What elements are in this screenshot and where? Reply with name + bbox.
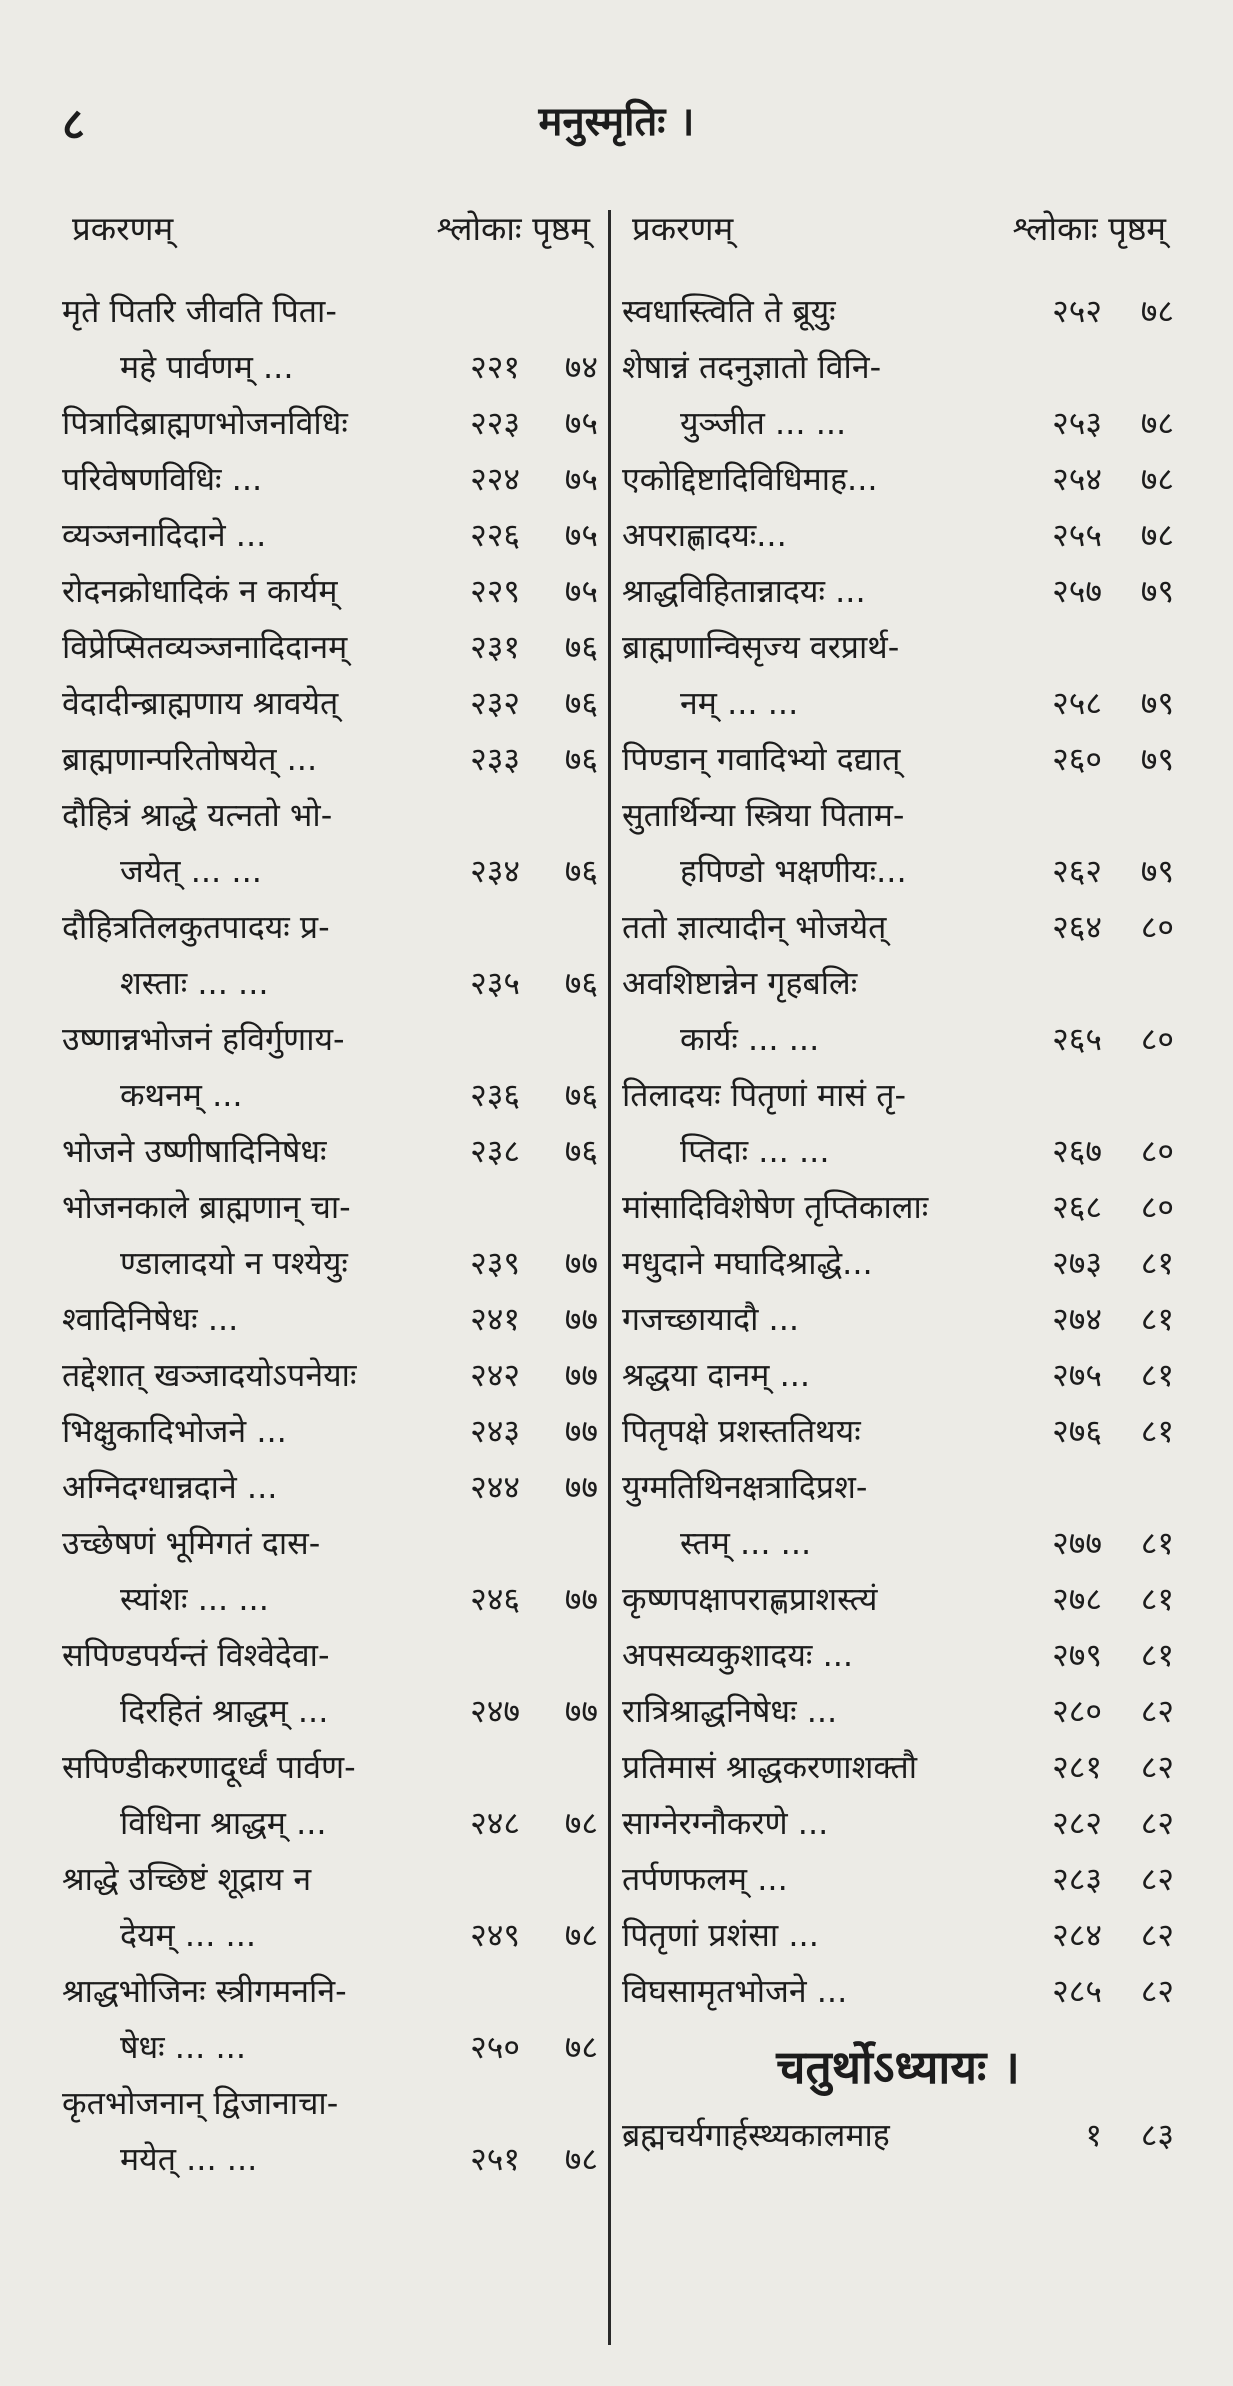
toc-entry-title: हपिण्डो भक्षणीयः... <box>680 852 907 890</box>
toc-entry-page: ७६ <box>564 1076 598 1114</box>
toc-entry-title: देयम् ... ... <box>120 1916 257 1954</box>
toc-entry-shloka: २३५ <box>470 964 520 1002</box>
column-header-topic: प्रकरणम् <box>632 209 734 248</box>
toc-entry-title: श्राद्धविहितान्नादयः ... <box>622 572 866 610</box>
column-header-page: पृष्ठम् <box>1108 209 1166 248</box>
toc-entry-line <box>622 1123 1174 1179</box>
toc-entry-shloka: २७३ <box>1052 1244 1102 1282</box>
toc-entry <box>62 1459 598 1515</box>
column-header <box>622 205 1174 265</box>
toc-entry-title: भिक्षुकादिभोजने ... <box>62 1412 287 1450</box>
toc-entry-shloka: २३९ <box>470 1244 520 1282</box>
toc-entry-shloka: २७९ <box>1052 1636 1102 1674</box>
toc-entry-line <box>62 1235 598 1291</box>
toc-entry-shloka: २७७ <box>1052 1524 1102 1562</box>
toc-entry-title: श्राद्धभोजिनः स्त्रीगमननि- <box>62 1972 347 2010</box>
toc-entry-title: दिरहितं श्राद्धम् ... <box>120 1692 329 1730</box>
toc-entry <box>62 507 598 563</box>
toc-entry-line <box>622 1851 1174 1907</box>
toc-entry-title: व्यञ्जनादिदाने ... <box>62 516 267 554</box>
toc-entry <box>622 1571 1174 1627</box>
toc-entry-title: शस्ताः ... ... <box>120 964 269 1002</box>
toc-entry-title: भोजनकाले ब्राह्मणान् चा- <box>62 1188 351 1226</box>
toc-entry-shloka: २६८ <box>1052 1188 1102 1226</box>
toc-entry-title: पितृपक्षे प्रशस्ततिथयः <box>622 1412 861 1450</box>
toc-entry <box>622 955 1174 1067</box>
toc-entry <box>62 619 598 675</box>
toc-entry-title: शेषान्नं तदनुज्ञातो विनि- <box>622 348 882 386</box>
right-column <box>622 205 1174 2163</box>
toc-entry-line <box>62 283 598 339</box>
toc-entry-page: ७७ <box>564 1468 598 1506</box>
toc-entry-shloka: २८२ <box>1052 1804 1102 1842</box>
toc-entry-line <box>62 1459 598 1515</box>
toc-entry-title: विधिना श्राद्धम् ... <box>120 1804 327 1842</box>
toc-entry-line <box>622 283 1174 339</box>
toc-entry-title: तिलादयः पितृणां मासं तृ- <box>622 1076 907 1114</box>
toc-entry-shloka: २८५ <box>1052 1972 1102 2010</box>
toc-entry-title: अवशिष्टान्नेन गृहबलिः <box>622 964 858 1002</box>
toc-entry <box>622 563 1174 619</box>
toc-entry-title: पित्रादिब्राह्मणभोजनविधिः <box>62 404 348 442</box>
toc-entry-shloka: २३४ <box>470 852 520 890</box>
toc-entry-page: ७७ <box>564 1356 598 1394</box>
toc-entry-line <box>622 1795 1174 1851</box>
toc-entry-line <box>622 1235 1174 1291</box>
column-header-topic: प्रकरणम् <box>72 209 174 248</box>
toc-entry-shloka: २७४ <box>1052 1300 1102 1338</box>
toc-entry <box>62 1851 598 1963</box>
toc-entry-shloka: २४३ <box>470 1412 520 1450</box>
toc-entry-page: ७७ <box>564 1300 598 1338</box>
toc-entry-page: ८१ <box>1140 1244 1174 1282</box>
toc-entry-line <box>62 731 598 787</box>
toc-entry-line <box>62 451 598 507</box>
toc-entry-title: ब्राह्मणान्विसृज्य वरप्रार्थ- <box>622 628 900 666</box>
toc-entry-line <box>622 2107 1174 2163</box>
toc-entry-title: वेदादीन्ब्राह्मणाय श्रावयेत् <box>62 684 339 722</box>
toc-entry-line <box>622 507 1174 563</box>
toc-entry-page: ७५ <box>564 460 598 498</box>
toc-entry <box>622 619 1174 731</box>
toc-entry-shloka: २८४ <box>1052 1916 1102 1954</box>
toc-entry-page: ८० <box>1140 1020 1174 1058</box>
toc-entry-line <box>62 1011 598 1067</box>
toc-entry-line <box>622 1739 1174 1795</box>
toc-entry-line <box>62 843 598 899</box>
toc-entry-shloka: २२३ <box>470 404 520 442</box>
toc-entry-page: ७६ <box>564 1132 598 1170</box>
toc-entry-shloka: २४७ <box>470 1692 520 1730</box>
toc-entry-page: ८१ <box>1140 1524 1174 1562</box>
page-number: ८ <box>62 99 85 150</box>
running-title: मनुस्मृतिः । <box>538 99 695 145</box>
toc-entry <box>622 1291 1174 1347</box>
toc-entry-title: मृते पितरि जीवति पिता- <box>62 292 337 330</box>
toc-entry-title: ततो ज्ञात्यादीन् भोजयेत् <box>622 908 887 946</box>
toc-entry-shloka: २२६ <box>470 516 520 554</box>
toc-entry-line <box>622 675 1174 731</box>
toc-entry-line <box>62 2075 598 2131</box>
toc-entry-title: परिवेषणविधिः ... <box>62 460 263 498</box>
toc-entry-title: विघसामृतभोजने ... <box>622 1972 848 2010</box>
toc-entry-page: ८३ <box>1140 2116 1174 2154</box>
toc-entry-title: अग्निदग्धान्नदाने ... <box>62 1468 278 1506</box>
toc-entry-line <box>62 2131 598 2187</box>
toc-entry <box>62 1291 598 1347</box>
column-header-shloka: श्लोकाः <box>1012 209 1098 248</box>
toc-entry-line <box>622 1459 1174 1515</box>
toc-entry-title: युग्मतिथिनक्षत्रादिप्रश- <box>622 1468 868 1506</box>
toc-entry-page: ७७ <box>564 1580 598 1618</box>
toc-entry-page: ७९ <box>1140 740 1174 778</box>
toc-entry-page: ७७ <box>564 1244 598 1282</box>
toc-entry-page: ७६ <box>564 684 598 722</box>
toc-entry-page: ७६ <box>564 964 598 1002</box>
toc-entry-line <box>622 1907 1174 1963</box>
toc-entry-shloka: २५३ <box>1052 404 1102 442</box>
toc-entry-page: ७८ <box>1140 460 1174 498</box>
toc-entry-line <box>62 1907 598 1963</box>
toc-entry <box>622 1179 1174 1235</box>
toc-entry <box>622 451 1174 507</box>
toc-entry-page: ८२ <box>1140 1692 1174 1730</box>
toc-entry <box>62 1963 598 2075</box>
toc-entry-page: ८० <box>1140 908 1174 946</box>
toc-entry-line <box>62 507 598 563</box>
toc-entry-shloka: २७६ <box>1052 1412 1102 1450</box>
toc-entry-line <box>62 2019 598 2075</box>
toc-entry-title: भोजने उष्णीषादिनिषेधः <box>62 1132 327 1170</box>
toc-entry-page: ८२ <box>1140 1860 1174 1898</box>
toc-entry <box>622 2107 1174 2163</box>
toc-entry-title: ब्राह्मणान्परितोषयेत् ... <box>62 740 318 778</box>
toc-entry-shloka: २८० <box>1052 1692 1102 1730</box>
toc-entry-line <box>62 787 598 843</box>
right-entries <box>622 283 1174 2019</box>
toc-entry-page: ७८ <box>564 2028 598 2066</box>
toc-entry-shloka: २४४ <box>470 1468 520 1506</box>
toc-entry-line <box>62 1123 598 1179</box>
toc-entry <box>622 899 1174 955</box>
chapter-heading: चतुर्थोऽध्यायः । <box>776 2040 1020 2094</box>
toc-entry-title: एकोद्दिष्टादिविधिमाह... <box>622 460 878 498</box>
toc-entry-line <box>62 395 598 451</box>
toc-entry-shloka: २६५ <box>1052 1020 1102 1058</box>
toc-entry-shloka: २५४ <box>1052 460 1102 498</box>
toc-entry <box>62 283 598 395</box>
toc-entry <box>62 1347 598 1403</box>
toc-entry-title: षेधः ... ... <box>120 2028 247 2066</box>
toc-entry-page: ८१ <box>1140 1412 1174 1450</box>
toc-entry-page: ७८ <box>564 1916 598 1954</box>
toc-entry-title: पितृणां प्रशंसा ... <box>622 1916 819 1954</box>
toc-entry <box>622 1627 1174 1683</box>
toc-entry-title: कृष्णपक्षापराह्णप्राशस्त्यं <box>622 1580 878 1618</box>
toc-entry-shloka: २४६ <box>470 1580 520 1618</box>
toc-entry-page: ७८ <box>564 2140 598 2178</box>
toc-entry-title: पिण्डान् गवादिभ्यो दद्यात् <box>622 740 901 778</box>
toc-entry-line <box>62 1683 598 1739</box>
toc-entry <box>62 563 598 619</box>
toc-entry-title: उष्णान्नभोजनं हविर्गुणाय- <box>62 1020 345 1058</box>
toc-entry-page: ८१ <box>1140 1356 1174 1394</box>
toc-entry-title: तर्पणफलम् ... <box>622 1860 788 1898</box>
toc-entry-shloka: २४८ <box>470 1804 520 1842</box>
toc-entry-title: प्तिदाः ... ... <box>680 1132 830 1170</box>
toc-entry-line <box>62 1403 598 1459</box>
toc-entry <box>622 283 1174 339</box>
toc-entry-page: ८१ <box>1140 1580 1174 1618</box>
toc-entry-line <box>622 1571 1174 1627</box>
left-entries <box>62 283 598 2187</box>
toc-entry-page: ७४ <box>564 348 598 386</box>
toc-entry-line <box>62 1067 598 1123</box>
toc-entry <box>622 1851 1174 1907</box>
column-header-page: पृष्ठम् <box>532 209 590 248</box>
toc-entry-title: विप्रेप्सितव्यञ्जनादिदानम् <box>62 628 348 666</box>
toc-entry <box>622 1235 1174 1291</box>
toc-entry-line <box>622 1179 1174 1235</box>
toc-entry-page: ८० <box>1140 1132 1174 1170</box>
toc-entry-title: अपराह्णादयः... <box>622 516 787 554</box>
toc-entry-shloka: २५८ <box>1052 684 1102 722</box>
toc-entry-line <box>622 1683 1174 1739</box>
toc-entry-line <box>62 1571 598 1627</box>
toc-entry <box>62 2075 598 2187</box>
toc-entry <box>62 1179 598 1291</box>
toc-entry-page: ७८ <box>564 1804 598 1842</box>
toc-entry-page: ७८ <box>1140 404 1174 442</box>
toc-entry <box>622 787 1174 899</box>
toc-entry-title: रात्रिश्राद्धनिषेधः ... <box>622 1692 838 1730</box>
toc-entry-title: ब्रह्मचर्यगार्हस्थ्यकालमाह <box>622 2116 890 2154</box>
column-header <box>62 205 598 265</box>
toc-entry-shloka: २५० <box>470 2028 520 2066</box>
toc-entry-line <box>622 563 1174 619</box>
toc-entry-shloka: २५१ <box>470 2140 520 2178</box>
toc-entry-title: तद्देशात् खञ्जादयोऽपनेयाः <box>62 1356 357 1394</box>
toc-entry <box>62 899 598 1011</box>
toc-entry-title: नम् ... ... <box>680 684 799 722</box>
toc-entry-shloka: २५७ <box>1052 572 1102 610</box>
left-column <box>62 205 598 2187</box>
toc-entry-page: ७७ <box>564 1692 598 1730</box>
toc-entry-page: ७६ <box>564 628 598 666</box>
toc-entry-shloka: २६४ <box>1052 908 1102 946</box>
column-divider <box>608 210 611 2345</box>
toc-entry-title: दौहित्रं श्राद्धे यत्नतो भो- <box>62 796 333 834</box>
toc-entry-line <box>62 899 598 955</box>
toc-entry-line <box>622 1403 1174 1459</box>
toc-entry-shloka: २७८ <box>1052 1580 1102 1618</box>
column-header-shloka: श्लोकाः <box>436 209 522 248</box>
toc-entry-title: स्तम् ... ... <box>680 1524 812 1562</box>
toc-entry-shloka: २२९ <box>470 572 520 610</box>
toc-entry <box>62 1403 598 1459</box>
toc-entry-shloka: २५२ <box>1052 292 1102 330</box>
toc-entry-shloka: २२१ <box>470 348 520 386</box>
toc-entry <box>62 731 598 787</box>
toc-entry-title: महे पार्वणम् ... <box>120 348 294 386</box>
toc-entry <box>622 1067 1174 1179</box>
toc-entry <box>622 1795 1174 1851</box>
toc-entry-title: रोदनक्रोधादिकं न कार्यम् <box>62 572 338 610</box>
toc-entry-shloka: २३३ <box>470 740 520 778</box>
toc-entry-title: मयेत् ... ... <box>120 2140 258 2178</box>
toc-entry-title: कार्यः ... ... <box>680 1020 820 1058</box>
toc-entry-page: ८१ <box>1140 1300 1174 1338</box>
toc-entry-line <box>622 395 1174 451</box>
toc-entry-line <box>62 1739 598 1795</box>
toc-entry-title: स्यांशः ... ... <box>120 1580 269 1618</box>
toc-entry <box>62 787 598 899</box>
toc-entry-line <box>62 1179 598 1235</box>
toc-entry-title: सुतार्थिन्या स्त्रिया पिताम- <box>622 796 905 834</box>
toc-entry-title: कृतभोजनान् द्विजानाचा- <box>62 2084 339 2122</box>
toc-entry-title: कथनम् ... <box>120 1076 243 1114</box>
toc-entry-line <box>622 1963 1174 2019</box>
toc-entry-line <box>62 1291 598 1347</box>
toc-entry-title: जयेत् ... ... <box>120 852 262 890</box>
toc-entry-title: अपसव्यकुशादयः ... <box>622 1636 854 1674</box>
toc-entry-shloka: १ <box>1085 2116 1102 2154</box>
toc-entry-line <box>622 1515 1174 1571</box>
toc-entry-shloka: २५५ <box>1052 516 1102 554</box>
toc-entry <box>622 507 1174 563</box>
toc-entry <box>62 1627 598 1739</box>
toc-entry-shloka: २३१ <box>470 628 520 666</box>
toc-entry-line <box>622 955 1174 1011</box>
toc-entry-line <box>622 787 1174 843</box>
toc-entry-line <box>62 619 598 675</box>
toc-entry-title: उच्छेषणं भूमिगतं दास- <box>62 1524 321 1562</box>
toc-entry-shloka: २४९ <box>470 1916 520 1954</box>
toc-entry-page: ८२ <box>1140 1748 1174 1786</box>
toc-entry-title: मांसादिविशेषेण तृप्तिकालाः <box>622 1188 929 1226</box>
toc-entry-title: प्रतिमासं श्राद्धकरणाशक्तौ <box>622 1748 918 1786</box>
toc-entry-line <box>622 1011 1174 1067</box>
toc-entry-page: ७६ <box>564 740 598 778</box>
toc-entry-page: ७९ <box>1140 572 1174 610</box>
toc-entry-shloka: २४२ <box>470 1356 520 1394</box>
toc-entry-page: ७९ <box>1140 684 1174 722</box>
toc-entry-line <box>62 1627 598 1683</box>
toc-entry <box>622 1683 1174 1739</box>
toc-entry-title: ण्डालादयो न पश्येयुः <box>120 1244 348 1282</box>
toc-entry-page: ८२ <box>1140 1804 1174 1842</box>
toc-entry-title: साग्नेरग्नौकरणे ... <box>622 1804 829 1842</box>
toc-entry-shloka: २६७ <box>1052 1132 1102 1170</box>
toc-entry-title: स्वधास्त्विति ते ब्रूयुः <box>622 292 836 330</box>
toc-entry-line <box>622 339 1174 395</box>
chapter-entries <box>622 2107 1174 2163</box>
toc-entry <box>62 1011 598 1123</box>
toc-entry-line <box>622 619 1174 675</box>
toc-entry-shloka: २३२ <box>470 684 520 722</box>
toc-entry-page: ७८ <box>1140 292 1174 330</box>
toc-entry <box>622 339 1174 451</box>
toc-entry-shloka: २२४ <box>470 460 520 498</box>
toc-entry-shloka: २७५ <box>1052 1356 1102 1394</box>
toc-entry-title: युञ्जीत ... ... <box>680 404 847 442</box>
toc-entry-page: ७६ <box>564 852 598 890</box>
toc-entry <box>622 731 1174 787</box>
toc-entry-title: मधुदाने मघादिश्राद्धे... <box>622 1244 873 1282</box>
toc-entry-line <box>62 1851 598 1907</box>
toc-entry <box>622 1403 1174 1459</box>
toc-entry-line <box>622 451 1174 507</box>
toc-entry-page: ७५ <box>564 516 598 554</box>
toc-entry-page: ७५ <box>564 404 598 442</box>
toc-entry-line <box>622 1627 1174 1683</box>
toc-entry-page: ७८ <box>1140 516 1174 554</box>
toc-entry-page: ७७ <box>564 1412 598 1450</box>
toc-entry-line <box>62 1515 598 1571</box>
toc-entry <box>62 1515 598 1627</box>
toc-entry <box>622 1347 1174 1403</box>
toc-entry-shloka: २४१ <box>470 1300 520 1338</box>
toc-entry <box>62 1123 598 1179</box>
toc-entry-title: सपिण्डीकरणादूर्ध्वं पार्वण- <box>62 1748 356 1786</box>
toc-entry <box>62 675 598 731</box>
toc-entry-line <box>622 843 1174 899</box>
toc-entry-shloka: २३६ <box>470 1076 520 1114</box>
toc-entry-line <box>622 1067 1174 1123</box>
toc-entry-title: श्वादिनिषेधः ... <box>62 1300 239 1338</box>
toc-entry <box>622 1459 1174 1571</box>
toc-entry-shloka: २८१ <box>1052 1748 1102 1786</box>
toc-entry-title: दौहित्रतिलकुतपादयः प्र- <box>62 908 330 946</box>
toc-entry-line <box>62 955 598 1011</box>
toc-entry <box>622 1739 1174 1795</box>
toc-entry-page: ७५ <box>564 572 598 610</box>
toc-entry-page: ८२ <box>1140 1916 1174 1954</box>
toc-entry-title: सपिण्डपर्यन्तं विश्वेदेवा- <box>62 1636 330 1674</box>
toc-entry-line <box>62 1963 598 2019</box>
toc-entry <box>62 395 598 451</box>
toc-entry-page: ८१ <box>1140 1636 1174 1674</box>
toc-entry-title: श्राद्धे उच्छिष्टं शूद्राय न <box>62 1860 312 1898</box>
toc-entry-shloka: २८३ <box>1052 1860 1102 1898</box>
toc-entry <box>622 1963 1174 2019</box>
toc-entry-line <box>62 1795 598 1851</box>
toc-entry-line <box>62 675 598 731</box>
toc-entry-line <box>62 339 598 395</box>
toc-entry-line <box>622 731 1174 787</box>
toc-entry-shloka: २३८ <box>470 1132 520 1170</box>
toc-entry-page: ८२ <box>1140 1972 1174 2010</box>
toc-entry-line <box>62 1347 598 1403</box>
toc-entry-line <box>622 1347 1174 1403</box>
toc-entry-line <box>622 899 1174 955</box>
toc-entry <box>622 1907 1174 1963</box>
toc-entry-page: ७९ <box>1140 852 1174 890</box>
toc-entry-page: ८० <box>1140 1188 1174 1226</box>
toc-entry-title: श्रद्धया दानम् ... <box>622 1356 811 1394</box>
toc-entry-shloka: २६२ <box>1052 852 1102 890</box>
toc-entry <box>62 1739 598 1851</box>
toc-entry-shloka: २६० <box>1052 740 1102 778</box>
toc-entry-line <box>622 1291 1174 1347</box>
toc-entry-title: गजच्छायादौ ... <box>622 1300 800 1338</box>
toc-entry <box>62 451 598 507</box>
toc-entry-line <box>62 563 598 619</box>
